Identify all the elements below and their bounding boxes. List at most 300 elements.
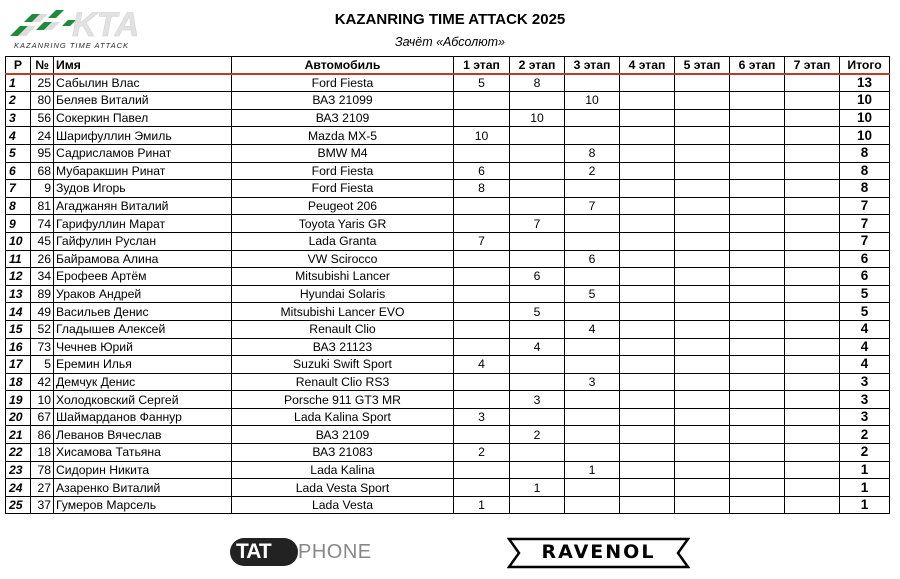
number-cell: 56 <box>31 109 54 127</box>
table-row <box>6 197 890 215</box>
stage-1-cell: 10 <box>454 127 510 145</box>
stage-2-cell <box>510 285 565 303</box>
stage-3-cell <box>565 303 620 321</box>
name-cell: Хисамова Татьяна <box>54 444 232 462</box>
stage-5-cell <box>675 109 730 127</box>
table-row <box>6 373 890 391</box>
stage-7-cell <box>785 250 840 268</box>
name-cell: Еремин Илья <box>54 356 232 374</box>
stage-3-cell <box>565 391 620 409</box>
stage-2-cell <box>510 250 565 268</box>
total-cell: 8 <box>840 144 890 162</box>
total-cell: 7 <box>840 232 890 250</box>
name-cell: Сокеркин Павел <box>54 109 232 127</box>
stage-7-cell <box>785 356 840 374</box>
stage-1-cell <box>454 338 510 356</box>
stage-1-cell <box>454 109 510 127</box>
table-row <box>6 426 890 444</box>
stage-6-cell <box>730 461 785 479</box>
name-cell: Холодковский Сергей <box>54 391 232 409</box>
number-cell: 86 <box>31 426 54 444</box>
name-cell: Гайфулин Руслан <box>54 232 232 250</box>
stage-6-cell <box>730 496 785 514</box>
stage-6-cell <box>730 444 785 462</box>
stage-2-cell <box>510 232 565 250</box>
stage-5-cell <box>675 180 730 198</box>
position-cell: 23 <box>6 461 31 479</box>
name-cell: Шаймарданов Фаннур <box>54 408 232 426</box>
position-cell: 18 <box>6 373 31 391</box>
stage-3-cell <box>565 232 620 250</box>
stage-2-cell <box>510 373 565 391</box>
tat-text: TAT <box>236 540 271 563</box>
car-cell: Porsche 911 GT3 MR <box>232 391 454 409</box>
stage-5-cell <box>675 215 730 233</box>
table-row <box>6 127 890 145</box>
stage-7-cell <box>785 338 840 356</box>
stage-6-cell <box>730 373 785 391</box>
stage-3-cell: 5 <box>565 285 620 303</box>
stage-2-cell <box>510 162 565 180</box>
stage-3-cell: 7 <box>565 197 620 215</box>
table-row <box>6 109 890 127</box>
stage-1-cell <box>454 461 510 479</box>
name-cell: Васильев Денис <box>54 303 232 321</box>
stage-3-cell: 2 <box>565 162 620 180</box>
stage-6-cell <box>730 180 785 198</box>
stage-1-cell: 2 <box>454 444 510 462</box>
stage-2-cell <box>510 496 565 514</box>
position-cell: 17 <box>6 356 31 374</box>
stage-6-cell <box>730 144 785 162</box>
number-cell: 78 <box>31 461 54 479</box>
stage-1-cell <box>454 426 510 444</box>
position-cell: 16 <box>6 338 31 356</box>
stage-1-cell <box>454 197 510 215</box>
total-cell: 3 <box>840 391 890 409</box>
car-cell: Hyundai Solaris <box>232 285 454 303</box>
total-cell: 4 <box>840 338 890 356</box>
stage-1-cell: 7 <box>454 232 510 250</box>
stage-7-cell <box>785 232 840 250</box>
column-header-stage-3: 3 этап <box>565 57 620 75</box>
position-cell: 12 <box>6 268 31 286</box>
position-cell: 24 <box>6 479 31 497</box>
name-cell: Ерофеев Артём <box>54 268 232 286</box>
stage-2-cell: 8 <box>510 74 565 92</box>
stage-7-cell <box>785 391 840 409</box>
number-cell: 68 <box>31 162 54 180</box>
total-cell: 3 <box>840 373 890 391</box>
car-cell: Suzuki Swift Sport <box>232 356 454 374</box>
stage-6-cell <box>730 162 785 180</box>
stage-4-cell <box>620 426 675 444</box>
stage-1-cell: 5 <box>454 74 510 92</box>
stage-1-cell <box>454 285 510 303</box>
stage-4-cell <box>620 356 675 374</box>
number-cell: 10 <box>31 391 54 409</box>
stage-1-cell <box>454 144 510 162</box>
ravenol-text: RAVENOL <box>541 541 656 563</box>
tatphone-logo <box>230 538 372 566</box>
stage-1-cell <box>454 479 510 497</box>
total-cell: 8 <box>840 162 890 180</box>
name-cell: Чечнев Юрий <box>54 338 232 356</box>
stage-3-cell: 1 <box>565 461 620 479</box>
number-cell: 52 <box>31 320 54 338</box>
table-row <box>6 496 890 514</box>
stage-5-cell <box>675 356 730 374</box>
stage-4-cell <box>620 180 675 198</box>
car-cell: ВАЗ 2109 <box>232 109 454 127</box>
number-cell: 89 <box>31 285 54 303</box>
stage-2-cell: 4 <box>510 338 565 356</box>
number-cell: 73 <box>31 338 54 356</box>
stage-6-cell <box>730 408 785 426</box>
stage-2-cell <box>510 444 565 462</box>
stage-1-cell: 4 <box>454 356 510 374</box>
total-cell: 7 <box>840 197 890 215</box>
stage-5-cell <box>675 426 730 444</box>
stage-1-cell: 3 <box>454 408 510 426</box>
table-header-row <box>6 57 890 75</box>
position-cell: 14 <box>6 303 31 321</box>
stage-7-cell <box>785 162 840 180</box>
number-cell: 74 <box>31 215 54 233</box>
stage-2-cell: 6 <box>510 268 565 286</box>
total-cell: 8 <box>840 180 890 198</box>
name-cell: Садрисламов Ринат <box>54 144 232 162</box>
stage-3-cell <box>565 268 620 286</box>
table-row <box>6 180 890 198</box>
stage-3-cell <box>565 408 620 426</box>
table-row <box>6 92 890 110</box>
position-cell: 3 <box>6 109 31 127</box>
total-cell: 1 <box>840 479 890 497</box>
stage-5-cell <box>675 320 730 338</box>
stage-6-cell <box>730 250 785 268</box>
total-cell: 3 <box>840 408 890 426</box>
name-cell: Зудов Игорь <box>54 180 232 198</box>
column-header-stage-2: 2 этап <box>510 57 565 75</box>
stage-4-cell <box>620 479 675 497</box>
number-cell: 42 <box>31 373 54 391</box>
total-cell: 2 <box>840 426 890 444</box>
position-cell: 21 <box>6 426 31 444</box>
stage-2-cell <box>510 180 565 198</box>
car-cell: VW Scirocco <box>232 250 454 268</box>
car-cell: ВАЗ 21099 <box>232 92 454 110</box>
table-row <box>6 461 890 479</box>
number-cell: 95 <box>31 144 54 162</box>
car-cell: Ford Fiesta <box>232 180 454 198</box>
stage-3-cell <box>565 215 620 233</box>
stage-3-cell <box>565 338 620 356</box>
stage-7-cell <box>785 444 840 462</box>
stage-4-cell <box>620 268 675 286</box>
total-cell: 7 <box>840 215 890 233</box>
stage-3-cell: 8 <box>565 144 620 162</box>
number-cell: 18 <box>31 444 54 462</box>
stage-4-cell <box>620 408 675 426</box>
name-cell: Шарифуллин Эмиль <box>54 127 232 145</box>
column-header-stage-6: 6 этап <box>730 57 785 75</box>
table-row <box>6 320 890 338</box>
stage-2-cell <box>510 92 565 110</box>
name-cell: Агаджанян Виталий <box>54 197 232 215</box>
table-row <box>6 268 890 286</box>
name-cell: Байрамова Алина <box>54 250 232 268</box>
car-cell: ВАЗ 21083 <box>232 444 454 462</box>
stage-6-cell <box>730 356 785 374</box>
stage-3-cell: 6 <box>565 250 620 268</box>
name-cell: Беляев Виталий <box>54 92 232 110</box>
column-header-position: Р <box>6 57 31 75</box>
number-cell: 67 <box>31 408 54 426</box>
position-cell: 7 <box>6 180 31 198</box>
total-cell: 5 <box>840 285 890 303</box>
position-cell: 8 <box>6 197 31 215</box>
number-cell: 45 <box>31 232 54 250</box>
stage-5-cell <box>675 496 730 514</box>
stage-4-cell <box>620 215 675 233</box>
column-header-car: Автомобиль <box>232 57 454 75</box>
car-cell: Ford Fiesta <box>232 162 454 180</box>
stage-3-cell: 10 <box>565 92 620 110</box>
stage-4-cell <box>620 74 675 92</box>
stage-5-cell <box>675 250 730 268</box>
stage-7-cell <box>785 285 840 303</box>
total-cell: 6 <box>840 268 890 286</box>
car-cell: ВАЗ 21123 <box>232 338 454 356</box>
name-cell: Гарифуллин Марат <box>54 215 232 233</box>
stage-3-cell: 3 <box>565 373 620 391</box>
number-cell: 9 <box>31 180 54 198</box>
stage-7-cell <box>785 109 840 127</box>
stage-3-cell <box>565 496 620 514</box>
stage-7-cell <box>785 74 840 92</box>
total-cell: 6 <box>840 250 890 268</box>
name-cell: Демчук Денис <box>54 373 232 391</box>
car-cell: Renault Clio RS3 <box>232 373 454 391</box>
stage-7-cell <box>785 496 840 514</box>
stage-1-cell: 1 <box>454 496 510 514</box>
stage-5-cell <box>675 444 730 462</box>
stage-5-cell <box>675 373 730 391</box>
stage-2-cell <box>510 127 565 145</box>
car-cell: Mitsubishi Lancer <box>232 268 454 286</box>
column-header-stage-4: 4 этап <box>620 57 675 75</box>
stage-6-cell <box>730 127 785 145</box>
stage-4-cell <box>620 496 675 514</box>
total-cell: 10 <box>840 109 890 127</box>
position-cell: 19 <box>6 391 31 409</box>
stage-3-cell <box>565 127 620 145</box>
column-header-stage-1: 1 этап <box>454 57 510 75</box>
stage-6-cell <box>730 426 785 444</box>
number-cell: 49 <box>31 303 54 321</box>
stage-4-cell <box>620 232 675 250</box>
position-cell: 10 <box>6 232 31 250</box>
stage-1-cell: 8 <box>454 180 510 198</box>
stage-2-cell <box>510 144 565 162</box>
stage-5-cell <box>675 268 730 286</box>
car-cell: Lada Vesta <box>232 496 454 514</box>
car-cell: Mazda MX-5 <box>232 127 454 145</box>
stage-6-cell <box>730 338 785 356</box>
position-cell: 5 <box>6 144 31 162</box>
number-cell: 37 <box>31 496 54 514</box>
total-cell: 10 <box>840 127 890 145</box>
page-subtitle: Зачёт «Абсолют» <box>394 35 506 49</box>
name-cell: Мубаракшин Ринат <box>54 162 232 180</box>
stage-7-cell <box>785 197 840 215</box>
stage-5-cell <box>675 144 730 162</box>
stage-5-cell <box>675 391 730 409</box>
stage-6-cell <box>730 479 785 497</box>
stage-7-cell <box>785 215 840 233</box>
stage-7-cell <box>785 320 840 338</box>
stage-1-cell <box>454 373 510 391</box>
stage-2-cell <box>510 408 565 426</box>
car-cell: Lada Vesta Sport <box>232 479 454 497</box>
stage-4-cell <box>620 444 675 462</box>
stage-2-cell: 1 <box>510 479 565 497</box>
number-cell: 80 <box>31 92 54 110</box>
stage-6-cell <box>730 232 785 250</box>
stage-3-cell <box>565 479 620 497</box>
table-row <box>6 285 890 303</box>
stage-6-cell <box>730 320 785 338</box>
stage-6-cell <box>730 268 785 286</box>
total-cell: 1 <box>840 461 890 479</box>
position-cell: 9 <box>6 215 31 233</box>
stage-7-cell <box>785 144 840 162</box>
table-row <box>6 232 890 250</box>
stage-6-cell <box>730 391 785 409</box>
table-row <box>6 74 890 92</box>
name-cell: Сабылин Влас <box>54 74 232 92</box>
stage-6-cell <box>730 303 785 321</box>
table-row <box>6 250 890 268</box>
table-row <box>6 303 890 321</box>
stage-4-cell <box>620 92 675 110</box>
stage-3-cell: 4 <box>565 320 620 338</box>
car-cell: Peugeot 206 <box>232 197 454 215</box>
car-cell: Lada Kalina Sport <box>232 408 454 426</box>
stage-4-cell <box>620 391 675 409</box>
total-cell: 1 <box>840 496 890 514</box>
number-cell: 27 <box>31 479 54 497</box>
stage-3-cell <box>565 74 620 92</box>
table-row <box>6 444 890 462</box>
stage-6-cell <box>730 109 785 127</box>
table-row <box>6 391 890 409</box>
stage-2-cell: 3 <box>510 391 565 409</box>
stage-7-cell <box>785 461 840 479</box>
stage-5-cell <box>675 461 730 479</box>
position-cell: 22 <box>6 444 31 462</box>
stage-1-cell <box>454 250 510 268</box>
position-cell: 6 <box>6 162 31 180</box>
stage-7-cell <box>785 303 840 321</box>
stage-1-cell <box>454 391 510 409</box>
stage-3-cell <box>565 180 620 198</box>
stage-6-cell <box>730 92 785 110</box>
stage-2-cell: 5 <box>510 303 565 321</box>
stage-2-cell: 7 <box>510 215 565 233</box>
column-header-stage-7: 7 этап <box>785 57 840 75</box>
stage-3-cell <box>565 444 620 462</box>
name-cell: Ураков Андрей <box>54 285 232 303</box>
total-cell: 4 <box>840 356 890 374</box>
logo-subtitle: KAZANRING TIME ATTACK <box>14 41 130 50</box>
column-header-stage-5: 5 этап <box>675 57 730 75</box>
stage-7-cell <box>785 180 840 198</box>
total-cell: 13 <box>840 74 890 92</box>
name-cell: Гладышев Алексей <box>54 320 232 338</box>
stage-2-cell: 10 <box>510 109 565 127</box>
stage-5-cell <box>675 92 730 110</box>
stage-1-cell: 6 <box>454 162 510 180</box>
table-row <box>6 479 890 497</box>
stage-5-cell <box>675 162 730 180</box>
position-cell: 20 <box>6 408 31 426</box>
stage-4-cell <box>620 109 675 127</box>
stage-4-cell <box>620 250 675 268</box>
total-cell: 10 <box>840 92 890 110</box>
results-table <box>5 56 890 514</box>
stage-2-cell <box>510 461 565 479</box>
name-cell: Сидорин Никита <box>54 461 232 479</box>
number-cell: 5 <box>31 356 54 374</box>
car-cell: Mitsubishi Lancer EVO <box>232 303 454 321</box>
position-cell: 1 <box>6 74 31 92</box>
stage-4-cell <box>620 373 675 391</box>
stage-3-cell <box>565 426 620 444</box>
stage-5-cell <box>675 303 730 321</box>
stage-1-cell <box>454 215 510 233</box>
stage-6-cell <box>730 197 785 215</box>
stage-5-cell <box>675 74 730 92</box>
car-cell: Toyota Yaris GR <box>232 215 454 233</box>
stage-6-cell <box>730 74 785 92</box>
stage-6-cell <box>730 285 785 303</box>
number-cell: 34 <box>31 268 54 286</box>
stage-5-cell <box>675 232 730 250</box>
stage-7-cell <box>785 408 840 426</box>
stage-4-cell <box>620 285 675 303</box>
table-row <box>6 408 890 426</box>
name-cell: Леванов Вячеслав <box>54 426 232 444</box>
car-cell: Lada Kalina <box>232 461 454 479</box>
stage-7-cell <box>785 92 840 110</box>
car-cell: Lada Granta <box>232 232 454 250</box>
results-body <box>6 74 890 514</box>
stage-5-cell <box>675 338 730 356</box>
stage-1-cell <box>454 92 510 110</box>
column-header-name: Имя <box>54 57 232 75</box>
column-header-total: Итого <box>840 57 890 75</box>
stage-1-cell <box>454 320 510 338</box>
table-row <box>6 144 890 162</box>
total-cell: 2 <box>840 444 890 462</box>
total-cell: 4 <box>840 320 890 338</box>
table-row <box>6 215 890 233</box>
stage-3-cell <box>565 356 620 374</box>
stage-5-cell <box>675 408 730 426</box>
stage-7-cell <box>785 268 840 286</box>
